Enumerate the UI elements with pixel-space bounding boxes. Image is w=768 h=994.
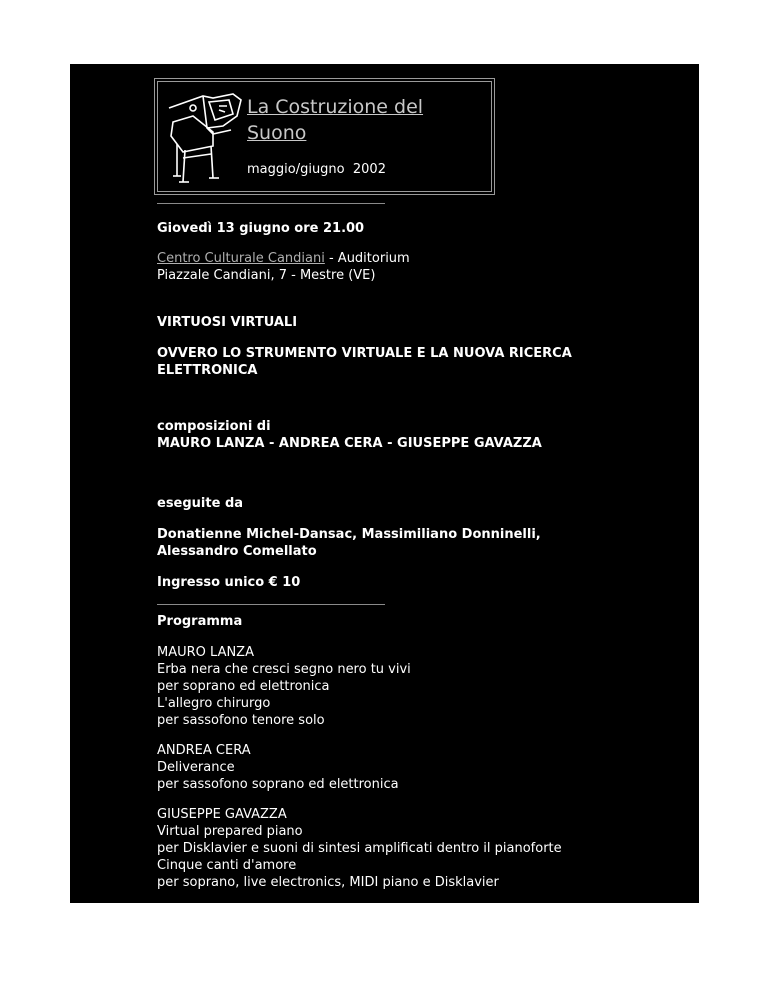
programme-line: per soprano, live electronics, MIDI piano e Disklavier: [157, 875, 499, 890]
venue-link[interactable]: Centro Culturale Candiani: [157, 251, 325, 266]
performers-label: eseguite da: [157, 496, 244, 511]
event-title: VIRTUOSI VIRTUALI: [157, 315, 298, 330]
venue-line: [157, 250, 677, 267]
page-panel: [70, 64, 699, 903]
programme-line: Deliverance: [157, 760, 235, 775]
programme-line: Virtual prepared piano: [157, 824, 303, 839]
issue-date: maggio/giugno 2002: [247, 162, 386, 177]
venue-address: Piazzale Candiani, 7 - Mestre (VE): [157, 268, 376, 283]
programme-line: Erba nera che cresci segno nero tu vivi: [157, 662, 411, 677]
performers-line1: Donatienne Michel-Dansac, Massimiliano Donninelli,: [157, 527, 541, 542]
performers-line2: Alessandro Comellato: [157, 544, 317, 559]
programme-composer: MAURO LANZA: [157, 645, 254, 660]
programme-composer: GIUSEPPE GAVAZZA: [157, 807, 287, 822]
event-subtitle-line1: OVVERO LO STRUMENTO VIRTUALE E LA NUOVA RICERCA: [157, 346, 572, 361]
divider-bottom: [157, 604, 385, 605]
programme-heading: Programma: [157, 614, 243, 629]
site-title: [247, 94, 477, 146]
venue-suffix: - Auditorium: [324, 251, 410, 266]
divider-top: [157, 203, 385, 204]
programme-line: per Disklavier e suoni di sintesi amplificati dentro il pianoforte: [157, 841, 562, 856]
composers-list: MAURO LANZA - ANDREA CERA - GIUSEPPE GAVAZZA: [157, 436, 542, 451]
pinball-machine-logo: [163, 86, 243, 191]
event-datetime: Giovedì 13 giugno ore 21.00: [157, 221, 365, 236]
event-subtitle-line2: ELETTRONICA: [157, 363, 258, 378]
compositions-label: composizioni di: [157, 419, 271, 434]
programme-line: per sassofono tenore solo: [157, 713, 325, 728]
title-link-line2[interactable]: Suono: [247, 122, 307, 144]
programme-composer: ANDREA CERA: [157, 743, 251, 758]
programme-line: L'allegro chirurgo: [157, 696, 271, 711]
programme-line: per soprano ed elettronica: [157, 679, 330, 694]
programme-line: per sassofono soprano ed elettronica: [157, 777, 399, 792]
ticket-price: Ingresso unico € 10: [157, 575, 301, 590]
title-link-line1[interactable]: La Costruzione del: [247, 96, 424, 118]
programme-line: Cinque canti d'amore: [157, 858, 297, 873]
